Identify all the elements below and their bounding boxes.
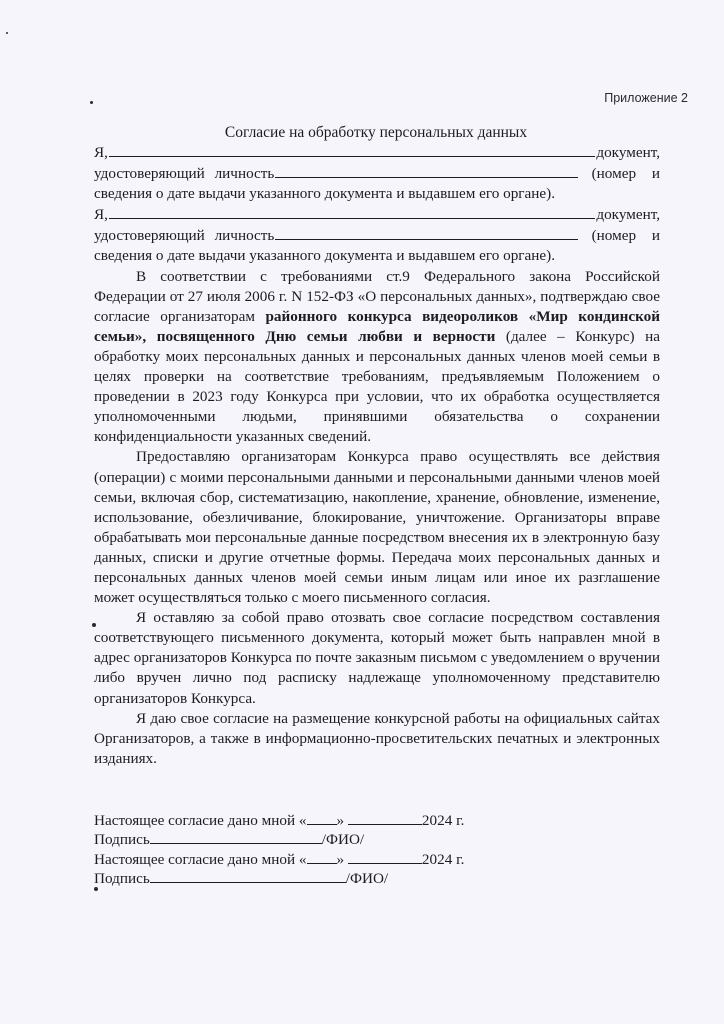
scan-speck: [92, 623, 96, 627]
scan-speck: [90, 101, 93, 104]
consent-date-line-2: Настоящее согласие дано мной « » 2024 г.: [94, 850, 465, 868]
contest-name: районного конкурса видеороликов «Мир кондинской семьи», посвященного Дню семьи любви и верности: [94, 307, 660, 345]
month-blank-1[interactable]: [348, 811, 422, 825]
person-2-document-blank[interactable]: [275, 225, 577, 240]
consent-date-line-1: Настоящее согласие дано мной « » 2024 г.: [94, 812, 465, 829]
person-2-details: сведения о дате выдачи указанного документа и выдавшем его органе).: [94, 247, 555, 265]
signature-blank-2[interactable]: [150, 869, 346, 883]
month-blank-2[interactable]: [348, 850, 422, 864]
person-1-name-blank[interactable]: [109, 142, 595, 157]
paragraph-processing-rights: Предоставляю организаторам Конкурса право осуществлять все действия (операции) с моими персональными данными и персональными данными членов моей семьи, включая сбор, систематизацию, накопление, хранение, обновление, изменение, использование, обезличивание, блокирование, уничтожение. Организаторы вправе обрабатывать мои персональные данные посредством внесения их в электронную базу данных, списки и другие отчетные формы. Передача моих персональных данных и персональных данных членов моей семьи иным лицам или иное их разглашение может осуществляться только с моего письменного согласия.: [94, 448, 660, 607]
signature-line-2: Подпись /ФИО/: [94, 870, 389, 888]
signature-line-1: Подпись /ФИО/: [94, 831, 365, 849]
scan-speck: [94, 887, 98, 891]
signature-blank-1[interactable]: [150, 830, 322, 844]
person-2-name-blank[interactable]: [109, 204, 595, 219]
person-1-details: сведения о дате выдачи указанного документа и выдавшем его органе).: [94, 185, 555, 203]
signature-block: [94, 811, 464, 889]
person-2-identity-line: удостоверяющий личность (номер и: [94, 227, 660, 245]
day-blank-1[interactable]: [307, 811, 337, 825]
document-body: [94, 142, 660, 769]
person-2-name-line: Я, документ,: [94, 206, 660, 224]
person-1-document-blank[interactable]: [275, 163, 577, 178]
paragraph-publication: Я даю свое согласие на размещение конкурсной работы на официальных сайтах Организаторов, а также в информационно-просветительских печатных и электронных изданиях.: [94, 709, 660, 767]
document-title: Согласие на обработку персональных данных: [224, 124, 528, 141]
paragraph-legal-basis: В соответствии с требованиями ст.9 Федерального закона Российской Федерации от 27 июля 2006 г. N 152-ФЗ «О персональных данных», подтверждаю свое согласие организаторам районного конкурса видеороликов «Мир кондинской семьи», посвященного Дню семьи любви и верности (далее – Конкурс) на обработку моих персональных данных и персональных данных членов моей семьи в целях проверки на соответствие требованиям, предъявляемым Положением о проведении в 2023 году Конкурса при условии, что их обработка осуществляется уполномоченными людьми, принявшими обязательства о сохранении конфиденциальности указанных сведений.: [94, 267, 660, 446]
appendix-label: Приложение 2: [604, 91, 688, 105]
person-1-name-line: Я, документ,: [94, 144, 660, 161]
day-blank-2[interactable]: [307, 850, 337, 864]
scan-speck: [6, 32, 8, 34]
person-1-identity-line: удостоверяющий личность (номер и: [94, 165, 660, 183]
paragraph-revocation: Я оставляю за собой право отозвать свое согласие посредством составления соответствующего письменного документа, который может быть направлен мной в адрес организаторов Конкурса по почте заказным письмом с уведомлением о вручении либо вручен лично под расписку надлежаще уполномоченному представителю организаторов Конкурса.: [94, 609, 660, 707]
